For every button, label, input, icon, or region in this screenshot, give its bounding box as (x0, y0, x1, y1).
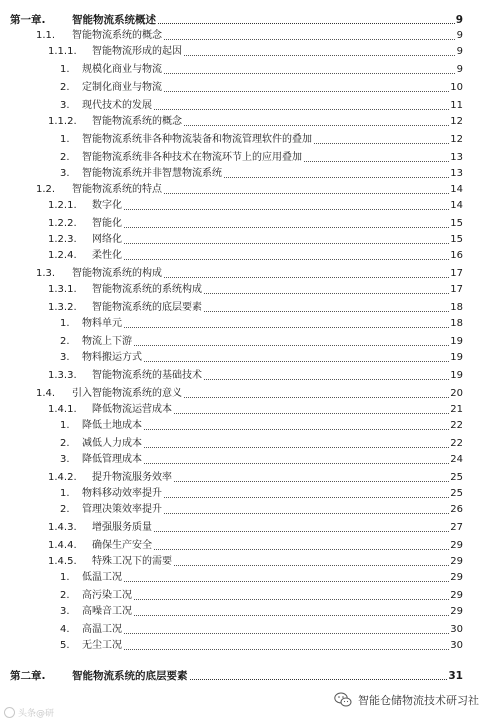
toc-title: 高污染工况 (82, 588, 133, 604)
toc-number: 3. (60, 168, 70, 179)
toc-title: 现代技术的发展 (82, 98, 153, 114)
toc-title: 柔性化 (92, 248, 123, 264)
toc-row[interactable] (0, 98, 489, 114)
toc-row[interactable] (0, 538, 489, 554)
toc-row[interactable] (0, 216, 489, 232)
toc-title: 增强服务质量 (92, 520, 153, 536)
toc-number: 1.3.3. (48, 370, 77, 381)
toc-page-number: 21 (449, 402, 463, 418)
toc-page-number: 15 (449, 216, 463, 232)
toc-row[interactable] (0, 486, 489, 502)
toc-page-number: 27 (449, 520, 463, 536)
toc-chapter-row[interactable] (0, 12, 489, 28)
toc-title: 智能物流系统的底层要素 (92, 300, 203, 316)
toc-page-number: 25 (449, 470, 463, 486)
toc-row[interactable] (0, 44, 489, 60)
toc-page-number: 18 (449, 316, 463, 332)
toc-page-number: 18 (449, 300, 463, 316)
toc-leader-dots (86, 327, 457, 328)
toc-title: 智能物流系统的系统构成 (92, 282, 203, 298)
toc-title: 智能物流系统的基础技术 (92, 368, 203, 384)
toc-title: 网络化 (92, 232, 123, 248)
watermark-text: 头条@研 (18, 709, 55, 719)
toc-chapter-row[interactable] (0, 668, 489, 684)
toc-title: 智能化 (92, 216, 123, 232)
toc-leader-dots (86, 615, 457, 616)
toc-title: 高温工况 (82, 622, 123, 638)
toc-page-number: 19 (449, 334, 463, 350)
toc-row[interactable] (0, 114, 489, 130)
toc-number: 2. (60, 590, 70, 601)
toc-page-number: 29 (449, 570, 463, 586)
toc-title: 无尘工况 (82, 638, 123, 654)
toc-number: 1.4.5. (48, 556, 77, 567)
toc-row[interactable] (0, 368, 489, 384)
toc-leader-dots (96, 209, 457, 210)
toc-row[interactable] (0, 248, 489, 264)
toc-title: 管理决策效率提升 (82, 502, 163, 518)
toc-row[interactable] (0, 182, 489, 198)
toc-number: 1.4.4. (48, 540, 77, 551)
toc-leader-dots (86, 581, 457, 582)
toc-page-number: 22 (449, 418, 463, 434)
wechat-icon (334, 692, 352, 708)
toc-page-number: 13 (449, 150, 463, 166)
toc-number: 1. (60, 488, 70, 499)
toc-number: 1.2.3. (48, 234, 77, 245)
toc-leader-dots (96, 227, 457, 228)
toc-leader-dots (96, 243, 457, 244)
toc-title: 智能物流系统的概念 (92, 114, 183, 130)
toc-page-number: 9 (455, 14, 463, 26)
toc-page-number: 12 (449, 114, 463, 130)
toc-row[interactable] (0, 638, 489, 654)
toc-number: 3. (60, 352, 70, 363)
toc-number: 第二章. (10, 670, 46, 682)
toc-title: 智能物流系统并非智慧物流系统 (82, 166, 223, 182)
toc-row[interactable] (0, 418, 489, 434)
toc-row[interactable] (0, 402, 489, 418)
toc-row[interactable] (0, 570, 489, 586)
toc-title: 定制化商业与物流 (82, 80, 163, 96)
watermark-logo-icon (4, 707, 15, 718)
toc-number: 1. (60, 64, 70, 75)
toc-title: 物流上下游 (82, 334, 133, 350)
toc-number: 2. (60, 438, 70, 449)
toc-title: 提升物流服务效率 (92, 470, 173, 486)
toc-row[interactable] (0, 80, 489, 96)
toc-page-number: 30 (449, 622, 463, 638)
toc-row[interactable] (0, 132, 489, 148)
toc-row[interactable] (0, 316, 489, 332)
toc-number: 1.1.2. (48, 116, 77, 127)
toc-page-number: 17 (449, 266, 463, 282)
toc-page-number: 12 (449, 132, 463, 148)
toc-number: 1.4.1. (48, 404, 77, 415)
toc-leader-dots (86, 345, 457, 346)
toc-number: 1. (60, 572, 70, 583)
brand-name: 智能仓储物流技术研习社 (358, 694, 479, 707)
toc-row[interactable] (0, 604, 489, 620)
toc-row[interactable] (0, 452, 489, 468)
toc-title: 智能物流系统概述 (72, 14, 156, 26)
toc-page-number: 9 (456, 62, 463, 78)
toc-number: 1.2.4. (48, 250, 77, 261)
toc-number: 2. (60, 82, 70, 93)
toc-title: 智能物流系统的特点 (72, 182, 163, 198)
watermark (4, 706, 54, 719)
toc-row[interactable] (0, 588, 489, 604)
toc-page-number: 16 (449, 248, 463, 264)
toc-row[interactable] (0, 520, 489, 536)
toc-page-number: 31 (448, 670, 463, 682)
toc-title: 数字化 (92, 198, 123, 214)
toc-page-number: 10 (449, 80, 463, 96)
toc-leader-dots (86, 633, 457, 634)
toc-page-number: 24 (449, 452, 463, 468)
toc-title: 低温工况 (82, 570, 123, 586)
toc-leader-dots (96, 259, 457, 260)
toc-page-number: 19 (449, 368, 463, 384)
toc-number: 1.2. (36, 184, 56, 195)
toc-row[interactable] (0, 334, 489, 350)
toc-page-number: 14 (449, 198, 463, 214)
toc-title: 引入智能物流系统的意义 (72, 386, 183, 402)
toc-number: 1.3.2. (48, 302, 77, 313)
toc-number: 1.3.1. (48, 284, 77, 295)
toc-title: 物料移动效率提升 (82, 486, 163, 502)
toc-number: 1.1. (36, 30, 56, 41)
toc-number: 2. (60, 504, 70, 515)
toc-title: 智能物流系统非各种技术在物流环节上的应用叠加 (82, 150, 303, 166)
toc-title: 特殊工况下的需要 (92, 554, 173, 570)
toc-number: 1.1.1. (48, 46, 77, 57)
toc-title: 降低土地成本 (82, 418, 143, 434)
toc-row[interactable] (0, 386, 489, 402)
brand-footer (334, 690, 479, 710)
toc-number: 3. (60, 100, 70, 111)
toc-number: 1.4.2. (48, 472, 77, 483)
toc-row[interactable] (0, 300, 489, 316)
toc-page-number: 15 (449, 232, 463, 248)
toc-row[interactable] (0, 232, 489, 248)
toc-page-number: 17 (449, 282, 463, 298)
toc-page-number: 29 (449, 554, 463, 570)
toc-leader-dots (86, 599, 457, 600)
toc-row[interactable] (0, 150, 489, 166)
toc-number: 1. (60, 134, 70, 145)
toc-leader-dots (86, 649, 457, 650)
toc-number: 第一章. (10, 14, 46, 26)
toc-row[interactable] (0, 622, 489, 638)
toc-row[interactable] (0, 554, 489, 570)
toc-page-number: 22 (449, 436, 463, 452)
toc-page-number: 14 (449, 182, 463, 198)
toc-title: 降低物流运营成本 (92, 402, 173, 418)
toc-page-number: 29 (449, 588, 463, 604)
toc-number: 1.2.1. (48, 200, 77, 211)
toc-title: 确保生产安全 (92, 538, 153, 554)
toc-page-number: 29 (449, 538, 463, 554)
toc-number: 1.4.3. (48, 522, 77, 533)
toc-row[interactable] (0, 436, 489, 452)
toc-page-number: 11 (449, 98, 463, 114)
toc-number: 2. (60, 152, 70, 163)
toc-title: 物料搬运方式 (82, 350, 143, 366)
toc-number: 4. (60, 624, 70, 635)
toc-number: 2. (60, 336, 70, 347)
toc-number: 1.3. (36, 268, 56, 279)
toc-title: 减低人力成本 (82, 436, 143, 452)
toc-row[interactable] (0, 470, 489, 486)
toc-title: 物料单元 (82, 316, 123, 332)
toc-row[interactable] (0, 166, 489, 182)
toc-title: 高噪音工况 (82, 604, 133, 620)
toc-title: 智能物流系统的概念 (72, 28, 163, 44)
toc-row[interactable] (0, 28, 489, 44)
toc-number: 1. (60, 420, 70, 431)
toc-number: 1. (60, 318, 70, 329)
toc-row[interactable] (0, 266, 489, 282)
toc-row[interactable] (0, 198, 489, 214)
toc-title: 降低管理成本 (82, 452, 143, 468)
toc-number: 3. (60, 454, 70, 465)
toc-title: 智能物流形成的起因 (92, 44, 183, 60)
toc-number: 3. (60, 606, 70, 617)
toc-title: 规模化商业与物流 (82, 62, 163, 78)
toc-number: 1.4. (36, 388, 56, 399)
toc-row[interactable] (0, 350, 489, 366)
toc-page-number: 29 (449, 604, 463, 620)
toc-page-number: 13 (449, 166, 463, 182)
toc-title: 智能物流系统非各种物流装备和物流管理软件的叠加 (82, 132, 313, 148)
toc-number: 5. (60, 640, 70, 651)
toc-page-number: 9 (456, 28, 463, 44)
toc-page-number: 20 (449, 386, 463, 402)
toc-title: 智能物流系统的底层要素 (72, 670, 188, 682)
toc-number: 1.2.2. (48, 218, 77, 229)
toc-row[interactable] (0, 62, 489, 78)
toc-row[interactable] (0, 502, 489, 518)
toc-page-number: 26 (449, 502, 463, 518)
toc-title: 智能物流系统的构成 (72, 266, 163, 282)
toc-page-number: 25 (449, 486, 463, 502)
toc-row[interactable] (0, 282, 489, 298)
toc-page-number: 9 (456, 44, 463, 60)
toc-page-number: 30 (449, 638, 463, 654)
toc-page-number: 19 (449, 350, 463, 366)
